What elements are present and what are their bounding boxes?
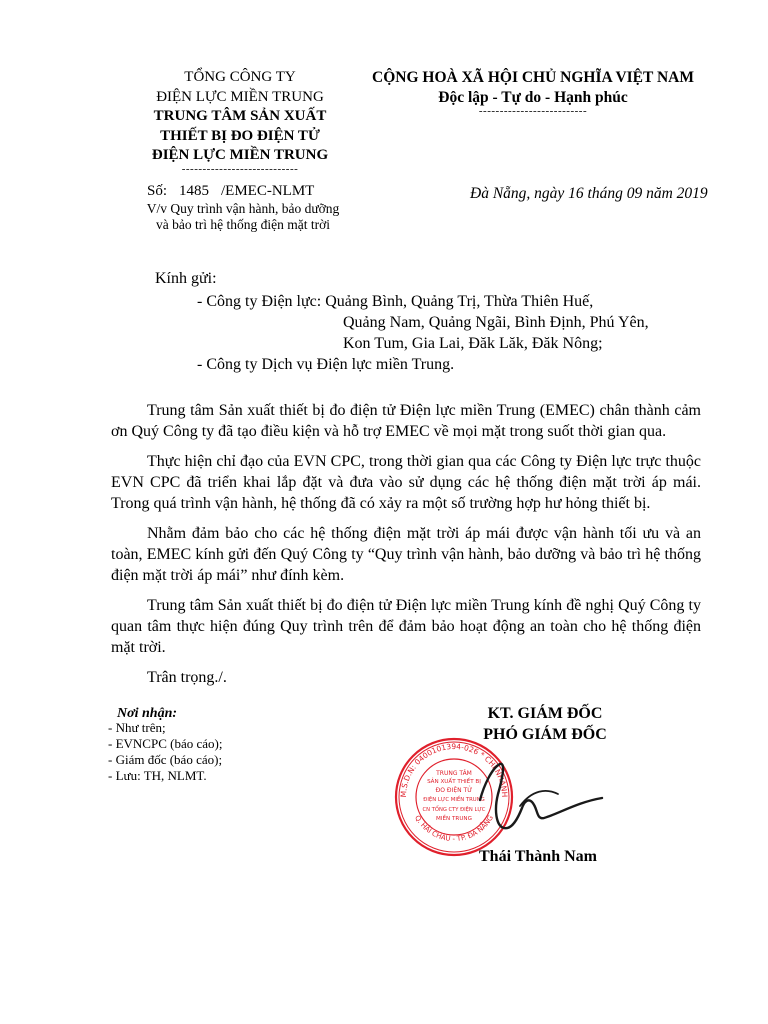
recipient-1-line-2: Quảng Nam, Quảng Ngãi, Bình Định, Phú Yên, [343, 314, 649, 331]
stamp-inner-line: SẢN XUẤT THIẾT BỊ [427, 779, 481, 785]
stamp-inner-line: ĐIỆN LỰC MIỀN TRUNG [423, 797, 485, 803]
receiver-item: - Lưu: TH, NLMT. [108, 768, 207, 783]
national-divider: -------------------------- [478, 105, 588, 117]
document-number [147, 183, 314, 200]
receivers-list [108, 720, 222, 784]
document-subject [128, 201, 358, 233]
national-header [358, 68, 708, 116]
stamp-inner-line: MIỀN TRUNG [436, 816, 472, 822]
stamp-outer-text: M.S.D.N: 0400101394-026 * CHI NHÁNH [398, 741, 510, 798]
stamp-inner-line: CN TỔNG CTY ĐIỆN LỰC [422, 807, 486, 813]
stamp-bottom-text: Q. HẢI CHÂU - TP. ĐÀ NẴNG [413, 814, 495, 844]
recipient-1-line-3: Kon Tum, Gia Lai, Đăk Lăk, Đăk Nông; [343, 335, 603, 352]
body-paragraph-4: Trung tâm Sản xuất thiết bị đo điện tử Điện lực miền Trung kính đề nghị Quý Công ty quan tâm thực hiện đúng Quy trình trên để đảm bảo hoạt động an toàn cho hệ thống điện mặt trời. [111, 597, 701, 656]
stamp-inner-line: ĐO ĐIỆN TỬ [435, 787, 473, 794]
receiver-item: - Giám đốc (báo cáo); [108, 752, 223, 767]
closing: Trân trọng./. [147, 669, 227, 686]
subject-line-1: V/v Quy trình vận hành, bảo dưỡng [146, 201, 340, 216]
body-paragraph-2: Thực hiện chỉ đạo của EVN CPC, trong thời gian qua các Công ty Điện lực trực thuộc EVN CPC đã triển khai lắp đặt và đưa vào sử dụng các hệ thống điện mặt trời áp mái. Trong quá trình vận hành, hệ thống đã có xảy ra một số trường hợp hư hỏng thiết bị. [111, 453, 701, 512]
issuer-line-5: ĐIỆN LỰC MIỀN TRUNG [151, 147, 329, 163]
issuer-block [120, 68, 360, 175]
receivers-title: Nơi nhận: [117, 706, 178, 721]
issuer-divider: ---------------------------- [181, 162, 299, 175]
document-date: Đà Nẵng, ngày 16 tháng 09 năm 2019 [470, 185, 708, 202]
letter-body [111, 400, 701, 697]
receiver-item: - Như trên; [108, 720, 166, 735]
doc-number-value: 1485 [179, 183, 210, 199]
recipient-2: - Công ty Dịch vụ Điện lực miền Trung. [197, 356, 455, 373]
issuer-line-3: TRUNG TÂM SẢN XUẤT [153, 108, 327, 124]
issuer-line-4: THIẾT BỊ ĐO ĐIỆN TỬ [160, 127, 320, 144]
signature-title-1: KT. GIÁM ĐỐC [487, 705, 603, 722]
issuer-line-2: ĐIỆN LỰC MIỀN TRUNG [156, 88, 324, 105]
subject-line-2: và bảo trì hệ thống điện mặt trời [156, 217, 330, 232]
handwritten-signature [462, 760, 612, 845]
body-paragraph-1: Trung tâm Sản xuất thiết bị đo điện tử Điện lực miền Trung (EMEC) chân thành cảm ơn Quý Công ty đã tạo điều kiện và hỗ trợ EMEC về mọi mặt trong suốt thời gian qua. [111, 402, 701, 440]
receiver-item: - EVNCPC (báo cáo); [108, 736, 223, 751]
recipient-1-line-1: - Công ty Điện lực: Quảng Bình, Quảng Trị, Thừa Thiên Huế, [197, 293, 594, 310]
doc-number-code: /EMEC-NLMT [221, 183, 315, 199]
signature-title-2: PHÓ GIÁM ĐỐC [483, 726, 607, 743]
signer-name: Thái Thành Nam [479, 848, 597, 865]
issuer-line-1: TỔNG CÔNG TY [184, 69, 296, 85]
national-motto: Độc lập - Tự do - Hạnh phúc [438, 89, 628, 106]
stamp-inner-line: TRUNG TÂM [436, 770, 472, 777]
recipients-label: Kính gửi: [155, 270, 217, 287]
body-paragraph-3: Nhằm đảm bảo cho các hệ thống điện mặt trời áp mái được vận hành tối ưu và an toàn, EMEC kính gửi đến Quý Công ty “Quy trình vận hành, bảo dưỡng và bảo trì hệ thống điện mặt trời áp mái” như đính kèm. [111, 525, 701, 584]
doc-number-label: Số: [147, 183, 168, 199]
national-title: CỘNG HOÀ XÃ HỘI CHỦ NGHĨA VIỆT NAM [372, 69, 694, 86]
